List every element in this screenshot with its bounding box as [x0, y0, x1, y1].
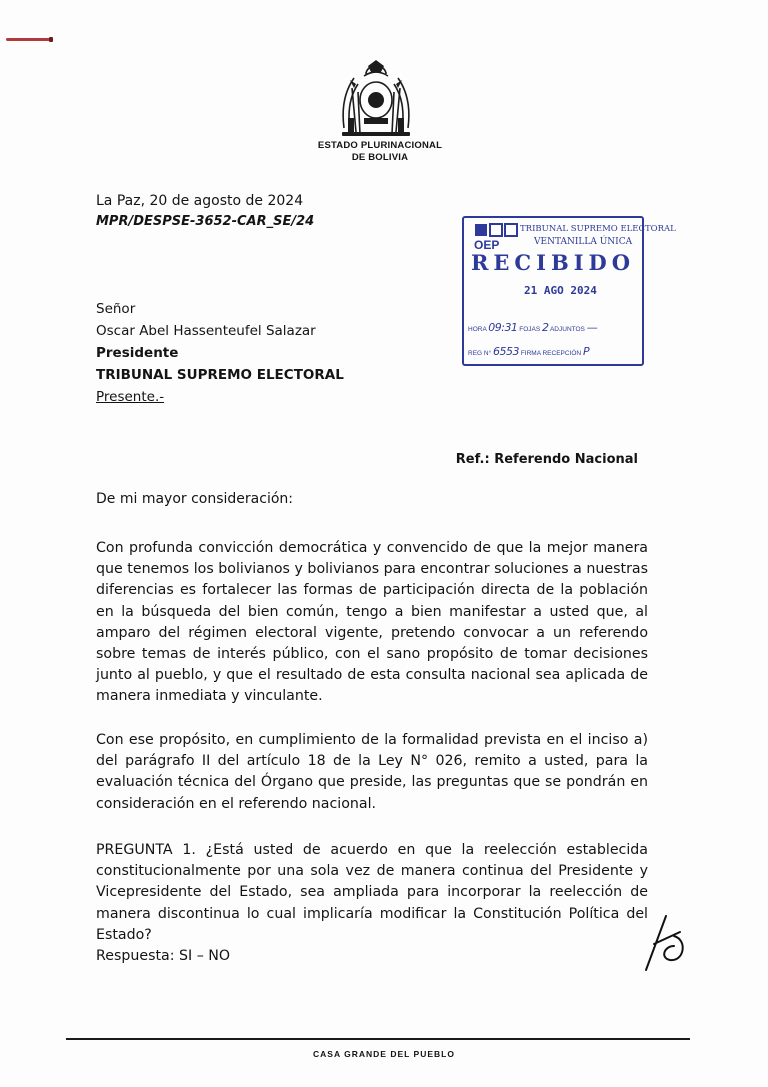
- fojas-label: FOJAS: [519, 326, 541, 333]
- body-paragraph-1: Con profunda convicción democrática y convencido de que la mejor manera que tenemos los bolivianos y bolivianos para encontrar soluciones a nuestras diferencias es fortalecer las formas de participación directa de la población en la búsqueda del bien común, tengo a bien manifestar a usted que, al amparo del régimen electoral vigente, pretendo convocar a un referendo sobre temas de interés público, con el sano propósito de tomar decisiones junto al pueblo, y que el resultado de esta consulta nacional sea aplicada de manera inmediata y vinculante.: [96, 540, 648, 705]
- body-paragraph-2: Con ese propósito, en cumplimiento de la formalidad prevista en el inciso a) del parágrafo II del artículo 18 de la Ley N° 026, remito a usted, para la evaluación técnica del Órgano que preside, las preguntas que se pondrán en consideración en el referendo nacional.: [96, 732, 648, 812]
- reference-line: Ref.: Referendo Nacional: [455, 452, 638, 467]
- state-name-line2: DE BOLIVIA: [351, 152, 409, 163]
- reg-value: 6553: [493, 345, 519, 358]
- footer-divider: [66, 1038, 690, 1040]
- addressee-block: [96, 298, 344, 408]
- answer-1: Respuesta: SI – NO: [96, 948, 231, 965]
- ink-dot: [49, 37, 53, 42]
- question-1: PREGUNTA 1. ¿Está usted de acuerdo en que la reelección establecida constitucionalmente por una sola vez de manera continua del Presidente y Vicepresidente del Estado, sea ampliada para incorporar la reelección de manera discontinua lo cual implicaría modificar la Constitución Política del Estado?: [96, 842, 648, 943]
- stamp-reg-row: [468, 345, 589, 358]
- state-name: [300, 140, 460, 164]
- stamp-hora-row: [468, 321, 597, 334]
- addressee-title: Señor: [96, 301, 136, 317]
- addressee-institution: TRIBUNAL SUPREMO ELECTORAL: [96, 367, 344, 383]
- stamp-org: OEP: [474, 238, 500, 252]
- footer-motto: CASA GRANDE DEL PUEBLO: [313, 1049, 455, 1059]
- fojas-value: 2: [542, 321, 549, 334]
- stamp-line2: VENTANILLA ÚNICA: [534, 237, 633, 247]
- greeting: De mi mayor consideración:: [96, 491, 293, 507]
- adjuntos-label: ADJUNTOS: [549, 326, 585, 333]
- firma-label: FIRMA RECEPCIÓN: [520, 350, 582, 357]
- addressee-role: Presidente: [96, 345, 179, 361]
- question-1-block: [96, 840, 648, 967]
- red-ink-mark: [6, 38, 50, 41]
- reception-stamp: [462, 216, 676, 366]
- state-name-line1: ESTADO PLURINACIONAL: [317, 140, 443, 151]
- firma-value: P: [582, 345, 590, 358]
- letter-code: MPR/DESPSE-3652-CAR_SE/24: [96, 214, 315, 229]
- stamp-line1: TRIBUNAL SUPREMO ELECTORAL: [520, 224, 676, 234]
- reg-label: REG N°: [468, 350, 492, 357]
- addressee-name: Oscar Abel Hassenteufel Salazar: [96, 323, 316, 339]
- coat-of-arms-icon: [334, 58, 418, 140]
- hora-value: 09:31: [488, 321, 518, 334]
- adjuntos-value: —: [586, 321, 598, 334]
- addressee-present: Presente.-: [96, 389, 165, 405]
- hora-label: HORA: [468, 326, 487, 333]
- stamp-title: RECIBIDO: [470, 250, 636, 275]
- letter-date: La Paz, 20 de agosto de 2024: [96, 193, 304, 209]
- oep-logo-icon: [474, 223, 518, 237]
- stamp-date: 21 AGO 2024: [524, 284, 597, 297]
- handwritten-initial: [640, 910, 690, 974]
